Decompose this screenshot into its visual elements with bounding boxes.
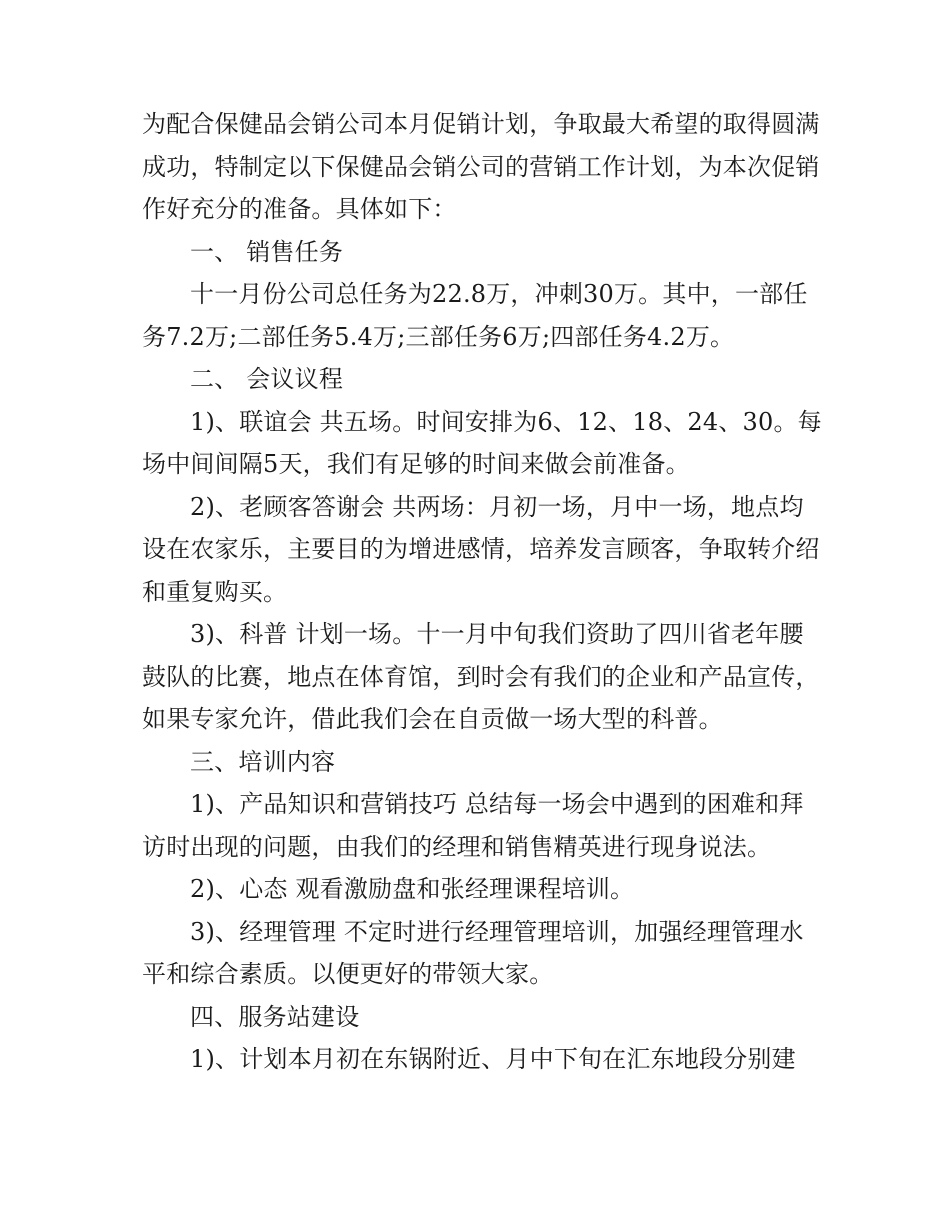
section-heading-meeting-agenda: 二、 会议议程 <box>190 365 344 393</box>
agenda-item-science-popularization: 3)、科普 计划一场。十一月中旬我们资助了四川省老年腰鼓队的比赛，地点在体育馆，到时会有我们的企业和产品宣传，如果专家允许，借此我们会在自贡做一场大型的科普。 <box>142 620 820 733</box>
agenda-item-friendship-meeting: 1)、联谊会 共五场。时间安排为6、12、18、24、30。每场中间间隔5天，我们有足够的时间来做会前准备。 <box>142 407 822 478</box>
section-heading-sales-task: 一、 销售任务 <box>190 237 344 266</box>
training-item-product-knowledge: 1)、产品知识和营销技巧 总结每一场会中遇到的困难和拜访时出现的问题，由我们的经理和销售精英进行现身说法。 <box>142 790 804 861</box>
agenda-item-customer-thanks: 2)、老顾客答谢会 共两场：月初一场，月中一场，地点均设在农家乐，主要目的为增进感情，培养发言顾客，争取转介绍和重复购买。 <box>142 492 820 606</box>
training-item-mindset: 2)、心态 观看激励盘和张经理课程培训。 <box>190 875 635 903</box>
sales-task-paragraph: 十一月份公司总任务为22.8万，冲刺30万。其中，一部任务7.2万;二部任务5.4万;三部任务6万;四部任务4.2万。 <box>142 280 808 351</box>
section-heading-service-station: 四、服务站建设 <box>190 1002 360 1031</box>
training-item-manager: 3)、经理管理 不定时进行经理管理培训，加强经理管理水平和综合素质。以便更好的带领大家。 <box>142 917 804 988</box>
service-station-item: 1)、计划本月初在东锅附近、月中下旬在汇东地段分别建 <box>190 1045 796 1073</box>
document-body <box>142 103 822 1081</box>
section-heading-training: 三、培训内容 <box>190 747 336 776</box>
intro-paragraph: 为配合保健品会销公司本月促销计划，争取最大希望的取得圆满成功，特制定以下保健品会销公司的营销工作计划，为本次促销作好充分的准备。具体如下： <box>142 110 820 223</box>
